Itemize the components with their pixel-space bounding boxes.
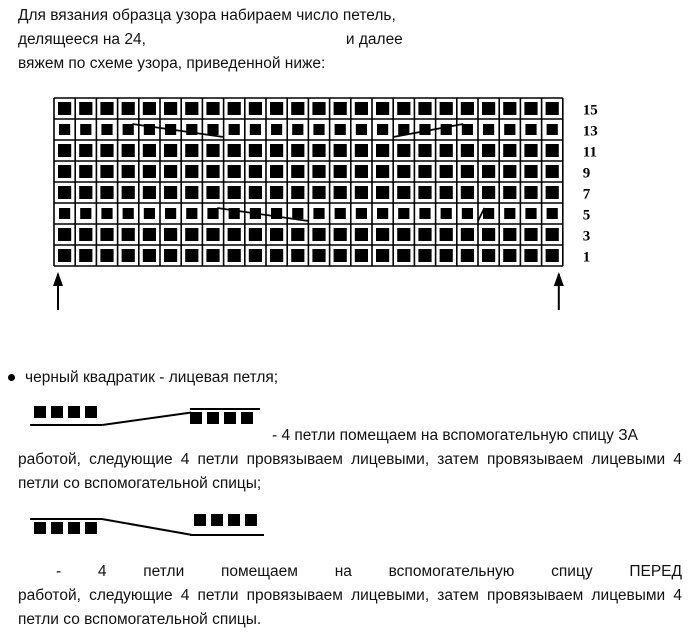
knit-stitch-square (206, 144, 219, 157)
knit-stitch-square (291, 165, 304, 178)
knit-stitch-square (164, 228, 177, 241)
knit-stitch-square (503, 144, 516, 157)
intro-line-2-start: делящееся на 24, (18, 31, 146, 48)
knit-stitch-square (80, 208, 91, 219)
knit-stitch-square (356, 208, 367, 219)
row-label: 9 (582, 165, 591, 182)
knit-stitch-square (79, 249, 92, 262)
knit-stitch-square (100, 186, 113, 199)
knit-stitch-square-icon (34, 406, 46, 418)
knit-stitch-square (397, 165, 410, 178)
knit-stitch-square (441, 208, 452, 219)
knit-stitch-square (418, 186, 431, 199)
row-label: 15 (582, 102, 598, 119)
knit-stitch-square (79, 186, 92, 199)
row-label: 1 (582, 249, 591, 266)
knit-stitch-square (228, 165, 241, 178)
knit-stitch-square (355, 165, 368, 178)
knit-stitch-square (250, 124, 261, 135)
knit-stitch-square-icon (85, 406, 97, 418)
knit-stitch-square (418, 228, 431, 241)
knit-stitch-square (376, 228, 389, 241)
knit-stitch-square (440, 144, 453, 157)
knit-stitch-square (249, 165, 262, 178)
knit-stitch-square (547, 124, 558, 135)
knit-stitch-square (525, 208, 536, 219)
knit-stitch-square (524, 144, 537, 157)
knit-stitch-square (418, 144, 431, 157)
knit-stitch-square (312, 228, 325, 241)
knit-stitch-square-icon (245, 514, 257, 526)
knit-stitch-square (59, 124, 70, 135)
knit-stitch-square (334, 144, 347, 157)
knit-stitch-square (100, 249, 113, 262)
knit-stitch-square (355, 249, 368, 262)
knit-stitch-square (249, 102, 262, 115)
knit-stitch-square (143, 165, 156, 178)
knit-stitch-square (249, 186, 262, 199)
intro-line-3: вяжем по схеме узора, приведенной ниже: (18, 55, 326, 72)
knit-stitch-square (270, 165, 283, 178)
knit-stitch-square (376, 186, 389, 199)
cable-line-icon (102, 518, 193, 536)
knit-stitch-square (79, 165, 92, 178)
knit-stitch-square (100, 144, 113, 157)
knit-stitch-square-icon (34, 522, 46, 534)
definition-front-first-line: - 4 петли помещаем на вспомогательную спицу ПЕРЕД (56, 563, 682, 580)
knit-stitch-square (418, 102, 431, 115)
knit-stitch-square (291, 228, 304, 241)
intro-paragraph (18, 4, 458, 76)
knit-stitch-square (482, 228, 495, 241)
knit-stitch-square (270, 249, 283, 262)
knit-stitch-square (312, 144, 325, 157)
knit-stitch-square (185, 165, 198, 178)
knit-stitch-square (144, 208, 155, 219)
knit-stitch-square-icon (207, 412, 219, 424)
cable-line-icon (190, 408, 260, 410)
knit-stitch-square (228, 228, 241, 241)
knit-stitch-square-icon (68, 406, 80, 418)
knit-stitch-square (206, 102, 219, 115)
definition-front-rest: работой, следующие 4 петли провязываем лицевыми, затем провязываем лицевыми 4 петли со вспомогательной спицы. (18, 587, 682, 628)
definition-back-first-line: - 4 петли помещаем на вспомогательную спицу ЗА (272, 427, 638, 444)
knit-stitch-square (462, 124, 473, 135)
definition-back-rest: работой, следующие 4 петли провязываем лицевыми, затем провязываем лицевыми 4 петли со вспомогательной спицы; (18, 451, 682, 492)
knit-stitch-square (355, 144, 368, 157)
knit-stitch-square (143, 144, 156, 157)
knit-stitch-square (58, 186, 71, 199)
knit-stitch-square (185, 102, 198, 115)
knit-stitch-square (397, 228, 410, 241)
knit-stitch-square (313, 124, 324, 135)
knit-stitch-square (503, 102, 516, 115)
knit-stitch-square (334, 186, 347, 199)
knit-stitch-square-icon (224, 412, 236, 424)
knit-stitch-square (546, 165, 559, 178)
knit-stitch-square (312, 249, 325, 262)
knit-stitch-square-icon (85, 522, 97, 534)
knit-stitch-square (123, 124, 134, 135)
knit-stitch-square (504, 208, 515, 219)
knit-stitch-square (228, 144, 241, 157)
knit-stitch-square (207, 208, 218, 219)
knit-stitch-square (376, 249, 389, 262)
knit-stitch-square (546, 228, 559, 241)
knit-stitch-square (355, 186, 368, 199)
definition-front (18, 560, 682, 632)
knit-stitch-square-icon (211, 514, 223, 526)
knit-stitch-square (206, 228, 219, 241)
knit-stitch-square (503, 186, 516, 199)
knit-stitch-square (291, 144, 304, 157)
knit-stitch-square (418, 249, 431, 262)
knit-stitch-square (185, 228, 198, 241)
knit-stitch-square (482, 102, 495, 115)
knit-stitch-square (440, 249, 453, 262)
knit-stitch-square (122, 144, 135, 157)
knit-stitch-square (440, 102, 453, 115)
knit-stitch-square (270, 144, 283, 157)
knit-stitch-square (101, 124, 112, 135)
knit-stitch-square (101, 208, 112, 219)
knit-stitch-square (143, 249, 156, 262)
knit-stitch-square (377, 124, 388, 135)
knit-stitch-square (546, 249, 559, 262)
knit-stitch-square (291, 249, 304, 262)
knit-stitch-square (355, 228, 368, 241)
knit-stitch-square (462, 208, 473, 219)
knit-stitch-square (335, 124, 346, 135)
knit-stitch-square (355, 102, 368, 115)
knit-stitch-square (312, 165, 325, 178)
knit-stitch-square (335, 208, 346, 219)
knit-stitch-square (461, 186, 474, 199)
knit-stitch-square (461, 249, 474, 262)
intro-line-2-end: и далее (345, 31, 403, 48)
knit-stitch-square-icon (194, 514, 206, 526)
knit-stitch-square (122, 102, 135, 115)
knit-stitch-square (122, 249, 135, 262)
knit-stitch-square (398, 208, 409, 219)
knit-stitch-square (546, 102, 559, 115)
knit-stitch-square (291, 186, 304, 199)
knit-stitch-square (503, 165, 516, 178)
knit-stitch-square (376, 165, 389, 178)
knit-stitch-square (228, 249, 241, 262)
knit-stitch-square (164, 165, 177, 178)
knit-stitch-square (164, 102, 177, 115)
knit-stitch-square (483, 208, 494, 219)
legend-text: черный квадратик - лицевая петля; (25, 369, 279, 386)
knit-stitch-square (546, 144, 559, 157)
knit-stitch-square (376, 102, 389, 115)
knit-stitch-square (377, 208, 388, 219)
cable-line-icon (30, 518, 102, 520)
knit-stitch-square (440, 186, 453, 199)
knit-stitch-square (164, 186, 177, 199)
knit-stitch-square (482, 165, 495, 178)
knit-stitch-square (207, 124, 218, 135)
knit-stitch-square (185, 249, 198, 262)
knit-stitch-square (79, 144, 92, 157)
row-label: 7 (582, 186, 591, 203)
knit-stitch-square (228, 186, 241, 199)
knit-stitch-square (59, 208, 70, 219)
arrow-head-icon (554, 272, 564, 286)
arrow-head-icon (53, 272, 63, 286)
knit-stitch-square (58, 102, 71, 115)
knit-stitch-square (58, 165, 71, 178)
knit-stitch-square (440, 228, 453, 241)
knit-stitch-square (58, 228, 71, 241)
knit-stitch-square (376, 144, 389, 157)
knit-stitch-square (270, 102, 283, 115)
redacted-gap (146, 43, 346, 44)
knit-stitch-square (334, 102, 347, 115)
knit-stitch-square (164, 249, 177, 262)
knit-stitch-square-icon (241, 412, 253, 424)
knit-stitch-square (461, 144, 474, 157)
knit-stitch-square (524, 186, 537, 199)
knit-stitch-square (419, 208, 430, 219)
knit-stitch-square (123, 208, 134, 219)
knit-stitch-square (143, 186, 156, 199)
row-label: 11 (582, 144, 597, 161)
knit-stitch-square (334, 249, 347, 262)
knit-stitch-square (525, 124, 536, 135)
knitting-chart (38, 92, 638, 312)
knit-stitch-square (312, 186, 325, 199)
intro-line-1: Для вязания образца узора набираем число петель, (18, 7, 396, 24)
knit-stitch-square (143, 102, 156, 115)
knit-stitch-square (313, 208, 324, 219)
knit-stitch-square (185, 144, 198, 157)
knit-stitch-square (482, 186, 495, 199)
knit-stitch-square (79, 102, 92, 115)
knit-stitch-square (418, 165, 431, 178)
knit-stitch-square (249, 249, 262, 262)
row-label: 3 (582, 228, 591, 245)
knit-stitch-square-icon (228, 514, 240, 526)
definition-back (18, 424, 682, 496)
knit-stitch-square (79, 228, 92, 241)
knit-stitch-square-icon (190, 412, 202, 424)
knit-stitch-square (229, 124, 240, 135)
knit-stitch-square (292, 124, 303, 135)
knit-stitch-square (58, 249, 71, 262)
knit-stitch-square (483, 124, 494, 135)
legend-bullet (8, 369, 278, 387)
knit-stitch-square (334, 228, 347, 241)
knit-stitch-square (100, 228, 113, 241)
knitting-chart-svg (38, 92, 638, 312)
knit-stitch-square (334, 165, 347, 178)
knit-stitch-square (122, 165, 135, 178)
knit-stitch-square (547, 208, 558, 219)
knit-stitch-square (524, 249, 537, 262)
knit-stitch-square (356, 124, 367, 135)
cable-front-symbol (30, 510, 270, 538)
row-label: 5 (582, 207, 591, 224)
knit-stitch-square (143, 228, 156, 241)
knit-stitch-square (398, 124, 409, 135)
knit-stitch-square (503, 249, 516, 262)
knit-stitch-square (100, 165, 113, 178)
knit-stitch-square-icon (51, 522, 63, 534)
knit-stitch-square (80, 124, 91, 135)
knit-stitch-square (312, 102, 325, 115)
knit-stitch-square (504, 124, 515, 135)
knit-stitch-square (206, 186, 219, 199)
knit-stitch-square-icon (68, 522, 80, 534)
knit-stitch-square (270, 186, 283, 199)
bullet-dot-icon (8, 374, 15, 381)
knit-stitch-square (100, 102, 113, 115)
knit-stitch-square (482, 144, 495, 157)
cable-line-icon (190, 534, 264, 536)
knit-stitch-square (292, 208, 303, 219)
knit-stitch-square (206, 249, 219, 262)
knit-stitch-square (122, 186, 135, 199)
knit-stitch-square (249, 228, 262, 241)
knit-stitch-square (397, 144, 410, 157)
knit-stitch-square (440, 165, 453, 178)
knit-stitch-square-icon (51, 406, 63, 418)
knit-stitch-square (461, 165, 474, 178)
knit-stitch-square (503, 228, 516, 241)
knit-stitch-square (58, 144, 71, 157)
knit-stitch-square (291, 102, 304, 115)
knit-stitch-square (122, 228, 135, 241)
knit-stitch-square (461, 102, 474, 115)
knit-stitch-square (165, 208, 176, 219)
knit-stitch-square (186, 208, 197, 219)
knit-stitch-square (271, 124, 282, 135)
knit-stitch-square (397, 249, 410, 262)
knit-stitch-square (270, 228, 283, 241)
knit-stitch-square (228, 102, 241, 115)
knit-stitch-square (164, 144, 177, 157)
knit-stitch-square (482, 249, 495, 262)
knit-stitch-square (546, 186, 559, 199)
knit-stitch-square (397, 186, 410, 199)
knit-stitch-square (206, 165, 219, 178)
row-label: 13 (582, 123, 598, 140)
knit-stitch-square (524, 165, 537, 178)
knit-stitch-square (461, 228, 474, 241)
knit-stitch-square (397, 102, 410, 115)
knit-stitch-square (524, 102, 537, 115)
knit-stitch-square (249, 144, 262, 157)
knit-stitch-square (185, 186, 198, 199)
knit-stitch-square (524, 228, 537, 241)
